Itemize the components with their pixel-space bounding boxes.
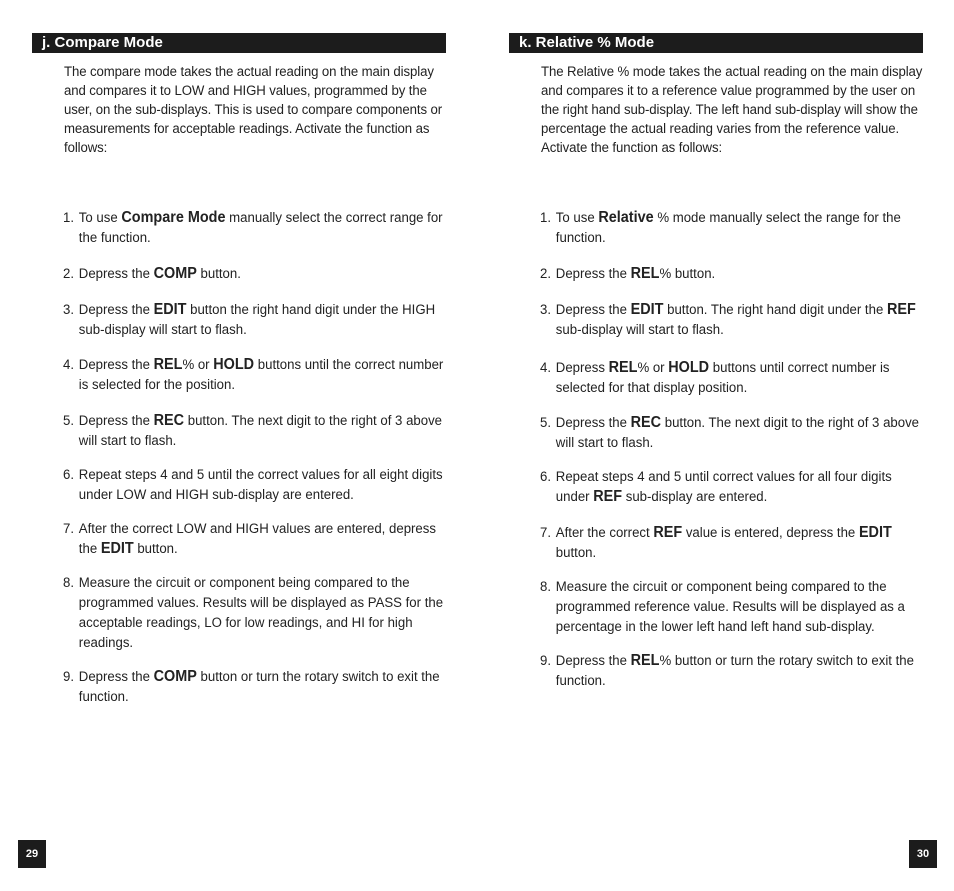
step-text-run: Repeat steps 4 and 5 until correct values for all four digits under (555, 469, 892, 505)
step-text-run: button the right hand digit under the HIGH sub-display will start to flash. (78, 302, 436, 338)
step-number: 5. (540, 415, 552, 431)
step-text-run: Measure the circuit or component being compared to the programmed values. Results will be displayed as PASS for the acceptable readings, LO for low readings, and HI for high readings. (78, 575, 444, 651)
step-number: 6. (540, 469, 552, 485)
list-item (540, 467, 921, 507)
keyword-bold: HOLD (668, 359, 710, 376)
keyword-bold: REL (630, 652, 660, 669)
step-text-run: Depress the (555, 266, 631, 282)
step-text-run: Measure the circuit or component being compared to the programmed reference value. Results will be displayed as a percentage in the lower left hand left hand sub-display. (555, 579, 905, 635)
keyword-bold: REL (608, 359, 638, 376)
list-item (540, 208, 921, 248)
step-number: 7. (540, 525, 552, 541)
step-text-run: % or (182, 357, 214, 373)
step-number: 2. (540, 266, 552, 282)
step-text-run: Depress the (555, 653, 631, 669)
step-number: 9. (63, 669, 75, 685)
step-text (540, 208, 921, 248)
list-item (63, 519, 444, 559)
list-item (540, 300, 921, 340)
step-text-run: % button. (659, 266, 716, 282)
step-text (540, 358, 921, 398)
step-text (63, 519, 444, 559)
step-text-run: Depress the (78, 302, 154, 318)
step-number: 4. (63, 357, 75, 373)
intro-paragraph: The compare mode takes the actual reading on the main display and compares it to LOW and HIGH values, programmed by the user, on the sub-displays. This is used to compare components or measurements for acceptable readings. Activate the function as follows: (64, 64, 443, 156)
list-item (63, 208, 444, 248)
keyword-bold: REC (153, 412, 185, 429)
step-text-run: Depress the (555, 302, 631, 318)
step-text-run: button. (555, 545, 597, 561)
keyword-bold: REF (653, 524, 683, 541)
list-item (63, 573, 444, 653)
list-item (540, 577, 921, 637)
keyword-bold: EDIT (630, 301, 664, 318)
keyword-bold: EDIT (858, 524, 892, 541)
step-text-run: sub-display are entered. (622, 489, 768, 505)
step-text (63, 355, 444, 395)
step-text-run: value is entered, depress the (682, 525, 859, 541)
list-item (540, 264, 921, 284)
keyword-bold: COMP (153, 265, 197, 282)
step-text (63, 264, 444, 284)
step-text (540, 523, 921, 563)
keyword-bold: REC (630, 414, 662, 431)
page-number: 30 (909, 840, 937, 868)
list-item (540, 413, 921, 453)
list-item (63, 465, 444, 505)
list-item (63, 355, 444, 395)
list-item (540, 523, 921, 563)
step-text-run: After the correct LOW and HIGH values are entered, depress the (78, 521, 436, 557)
step-number: 6. (63, 467, 75, 483)
step-number: 3. (63, 302, 75, 318)
keyword-bold: REF (593, 488, 623, 505)
step-number: 8. (540, 579, 552, 595)
step-text (63, 300, 444, 340)
step-text-run: Depress the (555, 415, 631, 431)
step-text-run: manually select the correct range for the function. (78, 210, 443, 246)
step-text (63, 573, 444, 653)
keyword-bold: HOLD (213, 356, 255, 373)
list-item (63, 264, 444, 284)
list-item (63, 300, 444, 340)
right-page (477, 0, 954, 891)
step-text-run: button. The right hand digit under the (663, 302, 887, 318)
list-item (540, 651, 921, 691)
step-text-run: % button or turn the rotary switch to exit the function. (555, 653, 914, 689)
step-number: 1. (63, 210, 75, 226)
step-text (63, 667, 444, 707)
keyword-bold: COMP (153, 668, 197, 685)
keyword-bold: EDIT (100, 540, 134, 557)
page-number: 29 (18, 840, 46, 868)
step-text-run: Depress the (78, 266, 154, 282)
step-number: 7. (63, 521, 75, 537)
step-text (63, 208, 444, 248)
step-text-run: Depress the (78, 413, 154, 429)
step-text-run: Depress the (78, 357, 154, 373)
step-text (540, 651, 921, 691)
step-text-run: button. (196, 266, 241, 282)
list-item (63, 411, 444, 451)
step-text (540, 264, 921, 284)
list-item (63, 667, 444, 707)
step-text-run: buttons until the correct number is selected for the position. (78, 357, 444, 393)
step-number: 2. (63, 266, 75, 282)
step-text-run: To use (555, 210, 599, 226)
step-text-run: button. The next digit to the right of 3 above will start to flash. (78, 413, 443, 449)
list-item (540, 358, 921, 398)
keyword-bold: Compare Mode (121, 209, 226, 226)
step-number: 4. (540, 360, 552, 376)
intro-paragraph: The Relative % mode takes the actual reading on the main display and compares it to a reference value programmed by the user on the right hand sub-display. The left hand sub-display will show the percentage the actual reading varies from the reference value. Activate the function as follows: (541, 64, 923, 156)
step-number: 1. (540, 210, 552, 226)
keyword-bold: REL (153, 356, 183, 373)
step-text-run: After the correct (555, 525, 654, 541)
section-heading: k. Relative % Mode (509, 33, 923, 53)
step-text-run: button. The next digit to the right of 3 above will start to flash. (555, 415, 920, 451)
step-number: 8. (63, 575, 75, 591)
step-text-run: sub-display will start to flash. (555, 322, 724, 338)
step-text-run: buttons until correct number is selected for that display position. (555, 360, 890, 396)
step-number: 9. (540, 653, 552, 669)
step-text-run: % or (637, 360, 669, 376)
step-text (63, 465, 444, 505)
step-text (540, 577, 921, 637)
step-text-run: Depress (555, 360, 609, 376)
keyword-bold: Relative (598, 209, 654, 226)
step-text (540, 467, 921, 507)
step-number: 5. (63, 413, 75, 429)
step-text-run: button or turn the rotary switch to exit the function. (78, 669, 440, 705)
step-number: 3. (540, 302, 552, 318)
step-text (540, 300, 921, 340)
step-text-run: Depress the (78, 669, 154, 685)
section-heading: j. Compare Mode (32, 33, 446, 53)
step-text (540, 413, 921, 453)
step-text-run: To use (78, 210, 122, 226)
keyword-bold: REL (630, 265, 660, 282)
keyword-bold: REF (886, 301, 916, 318)
step-text-run: button. (133, 541, 178, 557)
step-text-run: % mode manually select the range for the function. (555, 210, 901, 246)
step-text-run: Repeat steps 4 and 5 until the correct values for all eight digits under LOW and HIGH sub-display are entered. (78, 467, 443, 503)
keyword-bold: EDIT (153, 301, 187, 318)
step-text (63, 411, 444, 451)
